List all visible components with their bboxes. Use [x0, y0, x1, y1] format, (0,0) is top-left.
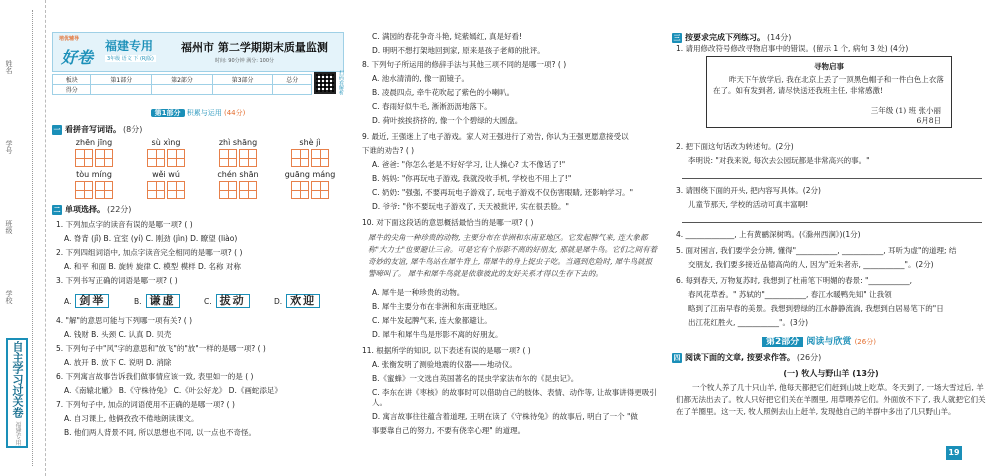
- column-1: [52, 0, 352, 476]
- binding-label-name: 姓名: [5, 60, 13, 74]
- binding-label-id: 学号: [5, 140, 13, 154]
- option-line: D. 爷爷: "你不要玩电子游戏了, 天天被批评, 实在很丢脸。": [372, 202, 569, 211]
- score-header-cell: 第2部分: [152, 75, 213, 85]
- answer-line[interactable]: [682, 222, 982, 223]
- pinyin-item: chén shān: [206, 170, 270, 199]
- question-line: 8. 下列句子所运用的修辞手法与其他三项不同的是哪一项? ( ): [362, 60, 567, 69]
- grade-label: 3年级 语文 下 (RJ版): [107, 56, 154, 62]
- score-header-cell: 板块: [53, 75, 91, 85]
- writing-box[interactable]: [239, 181, 257, 199]
- notice-title: 寻物启事: [814, 62, 844, 71]
- exam-meta: 时间: 90分钟 满分: 100分: [215, 58, 275, 64]
- question-line: 6. 下列寓言故事告诉我们做事情应该一致, 表里如一的是 ( ): [56, 372, 254, 381]
- question-line: 5. 下列句子中"风"字的意思和"放飞"的"放"一样的是哪一项? ( ): [56, 344, 266, 353]
- option-line: C. 李东在讲《枣核》的故事时可以借助自己的肢体、表情、动作等, 让故事讲得更吸引人。: [372, 388, 657, 407]
- writing-box[interactable]: [147, 181, 165, 199]
- q3-option-a[interactable]: A. 剑举: [64, 294, 109, 308]
- qr-code[interactable]: [314, 72, 336, 94]
- question-line: 1. 下列加点字的读音有误的是哪一项? ( ): [56, 220, 193, 229]
- option-line: A.《南辕北辙》 B.《守株待兔》 C.《叶公好龙》 D.《画蛇添足》: [64, 386, 282, 395]
- option-line: A. 放开 B. 放下 C. 说明 D. 消除: [64, 358, 172, 367]
- q3-option-c[interactable]: C. 拔动: [204, 294, 250, 308]
- question-line: 2. 下列四组词语中, 加点字读音完全相同的是哪一项? ( ): [56, 248, 243, 257]
- pinyin-item: tòu míng: [62, 170, 126, 199]
- notice-signature: 三年级 (1) 班 张小丽: [870, 106, 941, 115]
- option-line: C. 奶奶: "强强, 不要再玩电子游戏了, 玩电子游戏不仅伤害眼睛, 还影响学习。": [372, 188, 634, 197]
- q3-options: [64, 290, 352, 308]
- q3-option-d[interactable]: D. 欢迎: [274, 294, 320, 308]
- option-line: A. 爸爸: "你怎么老是不好好学习, 让人操心? 太不像话了!": [372, 160, 566, 169]
- brand-logo: 培优辅导 好卷: [59, 36, 94, 67]
- qr-label: 扫码看解析: [338, 70, 344, 95]
- section-exercise-heading: 三 按要求完成下列练习。 (14分): [673, 33, 792, 42]
- section-pinyin-heading: 一 看拼音写词语。 (8分): [53, 125, 143, 134]
- writing-box[interactable]: [147, 149, 165, 167]
- writing-box[interactable]: [75, 149, 93, 167]
- section-reading-heading: 四 阅读下面的文章, 按要求作答。 (26分): [673, 353, 822, 362]
- notice-date: 6月8日: [916, 116, 941, 125]
- writing-box[interactable]: [239, 149, 257, 167]
- question-line: 3. 下列书写正确的词语是哪一项? ( ): [56, 276, 178, 285]
- binding-label-class: 班级: [5, 220, 13, 234]
- option-line: B. 凌晨四点, 牵牛花吹起了紫色的小喇叭。: [372, 88, 515, 97]
- series-badge: 自主学习过关卷 福建专用: [6, 338, 28, 448]
- score-cell[interactable]: [212, 85, 273, 95]
- exam-title: 福州市 第二学期期末质量监测: [181, 41, 328, 54]
- option-line: A. 和平 和面 B. 旋转 旋律 C. 模型 模样 D. 名称 对称: [64, 262, 241, 271]
- question-line: 10. 对下面这段话的意思概括最恰当的是哪一项? ( ): [362, 218, 534, 227]
- writing-box[interactable]: [167, 149, 185, 167]
- column-2: [362, 0, 662, 476]
- question-line: 6. 每到春天, 万物复苏时, 我想到了杜甫笔下明媚的春景: "___________,: [676, 276, 913, 285]
- question-line: 3. 请围绕下面的开头, 把内容写具体。(2分): [676, 186, 821, 195]
- question-line: 1. 请用修改符号修改寻物启事中的错误。(留示 1 个, 病句 3 处) (4分): [676, 44, 909, 53]
- story-title: (一) 牧人与野山羊 (13分): [783, 369, 879, 378]
- writing-box[interactable]: [291, 149, 309, 167]
- score-row-label: 得分: [53, 85, 91, 95]
- question-line: 出江花红胜火, ___________"。(3分): [688, 318, 809, 327]
- column-3: [672, 0, 994, 476]
- score-header-cell: 第3部分: [212, 75, 273, 85]
- question-line: 5. 面对困言, 我们要学会分辨, 懂得"___________, ___________, 耳听为虚"的道理; 结: [676, 246, 957, 255]
- part2-banner: 第2部分 阅读与欣赏 (26分): [762, 334, 876, 347]
- question-line: 2. 把下面这句话改为转述句。(2分): [676, 142, 794, 151]
- page-number: 19: [946, 446, 962, 460]
- question-line: 下谁的劝告? ( ): [362, 146, 415, 155]
- lost-notice: [706, 56, 952, 128]
- pinyin-item: zhì shāng: [206, 138, 270, 167]
- option-line: D. 荷叶挨挨挤挤的, 像一个个碧绿的大圆盘。: [372, 116, 523, 125]
- option-line: B.《蜜蜂》一文选自英国著名的昆虫学家法布尔的《昆虫记》。: [372, 374, 579, 383]
- option-line: A. 脊背 (jǐ) B. 宜室 (yí) C. 刚劲 (jìn) D. 瞭望 (liào): [64, 234, 238, 243]
- option-line: D. 犀牛和犀牛鸟是形影不离的好朋友。: [372, 330, 503, 339]
- writing-box[interactable]: [95, 149, 113, 167]
- question-line: 略到了江南早春的美景。我想到碧绿的江水静静流淌, 我想到白居易笔下的"日: [688, 304, 944, 313]
- option-line: C. 满园的春花争奇斗艳, 姹紫嫣红, 真是好看!: [372, 32, 523, 41]
- writing-box[interactable]: [311, 181, 329, 199]
- question-line: 11. 根据所学的知识, 以下表述有误的是哪一项? ( ): [362, 346, 531, 355]
- writing-box[interactable]: [291, 181, 309, 199]
- option-line: D. 寓言故事往往蕴含着道理, 王明在读了《守株待兔》的故事后, 明白了一个 "做: [372, 412, 638, 421]
- score-cell[interactable]: [152, 85, 213, 95]
- score-header-cell: 总分: [273, 75, 312, 85]
- answer-line[interactable]: [682, 178, 982, 179]
- score-table: [52, 74, 312, 95]
- option-line: C. 犀牛发起脾气来, 连大象都避让。: [372, 316, 492, 325]
- score-cell[interactable]: [273, 85, 312, 95]
- option-line: B. 妈妈: "你再玩电子游戏, 我就没收手机, 学校也不用上了!": [372, 174, 572, 183]
- writing-box[interactable]: [219, 181, 237, 199]
- writing-box[interactable]: [95, 181, 113, 199]
- binding-label-school: 学校: [5, 290, 13, 304]
- exam-header: [52, 32, 344, 72]
- option-line: C. 春雨好似牛毛, 淅淅沥沥地落下。: [372, 102, 492, 111]
- score-header-cell: 第1部分: [91, 75, 152, 85]
- pinyin-item: sù xìng: [134, 138, 198, 167]
- option-line: 事要靠自己的努力, 不要有侥幸心理" 的道理。: [372, 426, 526, 435]
- writing-box[interactable]: [219, 149, 237, 167]
- pinyin-item: wěi wú: [134, 170, 198, 199]
- option-line: A. 自习课上, 他俩孜孜不倦地朗读课文。: [64, 414, 199, 423]
- question-line: 4. _____________, 上有黄鹂深树鸣。(《滁州西涧》)(1分): [676, 230, 861, 239]
- writing-box[interactable]: [75, 181, 93, 199]
- pinyin-item: guāng máng: [278, 170, 342, 199]
- notice-body: 昨天下午放学后, 我在北京上丢了一顶黑色帽子和一件白色上衣落在了。如有发到者, 请尽快送还我班主任, 非常感激!: [713, 75, 944, 95]
- score-cell[interactable]: [91, 85, 152, 95]
- passage-text: 犀牛的尖角一种珍贵的动物, 主要分布在非洲和东南亚地区。它发起脾气来, 连大象都称"大力士"也要避让三舍。可是它有个形影不离的好朋友, 那就是犀牛鸟。它们之间有着奇妙的友谊, 犀牛鸟站在犀牛背上, 帮犀牛的身上捉虫子吃。当遇到危险时, 犀牛鸟就报警啼叫了。 犀牛和犀牛鸟就是依靠彼此的友好关系才得以生存下去的。: [368, 233, 658, 278]
- section-choice-heading: 二 单项选择。 (22分): [53, 205, 132, 214]
- prompt-line: 儿童节那天, 学校的活动可真丰富啊!: [688, 200, 809, 209]
- question-line: 4. "解"的意思可能与下列哪一项有关? ( ): [56, 316, 193, 325]
- question-line: 春风花草香。" 苏轼的"___________, 春江水暖鸭先知" 让我领: [688, 290, 892, 299]
- option-line: B. 他们两人背景不同, 所以思想也不同, 以一点也不奇怪。: [64, 428, 256, 437]
- option-line: A. 张衡发明了测验地震的仪器——地动仪。: [372, 360, 517, 369]
- option-line: A. 钱财 B. 头颈 C. 认真 D. 贝壳: [64, 330, 172, 339]
- option-line: A. 池水清清的, 像一面镜子。: [372, 74, 470, 83]
- option-line: B. 犀牛主要分布在非洲和东南亚地区。: [372, 302, 502, 311]
- q3-option-b[interactable]: B. 谦虚: [134, 294, 180, 308]
- pinyin-item: zhēn jīng: [62, 138, 126, 167]
- brand-title: 福建专用: [105, 39, 154, 53]
- binding-strip: [0, 0, 46, 476]
- question-line: 9. 最近, 王强迷上了电子游戏。家人对王强进行了劝告, 你认为王强更愿意接受以: [362, 132, 629, 141]
- writing-box[interactable]: [311, 149, 329, 167]
- option-line: A. 犀牛是一种珍贵的动物。: [372, 288, 465, 297]
- pinyin-item: shè jì: [278, 138, 342, 167]
- writing-box[interactable]: [167, 181, 185, 199]
- part1-banner: 第1部分 积累与运用 (44分): [52, 108, 344, 118]
- option-line: D. 明明不想打架地回到家, 原来是孩子老师的批评。: [372, 46, 545, 55]
- prompt-line: 李明说: "对我来说, 每次去公园玩都是非常高兴的事。": [688, 156, 870, 165]
- cut-line: [32, 10, 33, 466]
- question-line: 7. 下列句子中, 加点的词语使用不正确的是哪一项? ( ): [56, 400, 235, 409]
- story-text: 一个牧人养了几十只山羊, 他每天都把它们赶到山坡上吃草。冬天到了, 一场大雪过后, 羊们都无法出去了。牧人只好把它们关在羊圈里, 用草喂养它们。外面放不下了, 我人就把它们关在了羊圈里。这一天, 牧人照例去山上赶羊, 发现他自己的羊群中多出了几只野山羊。: [676, 383, 986, 416]
- question-line: 交朋友, 我们要多接近品德高尚的人, 因为"近朱者赤, ___________"。(2分): [688, 260, 934, 269]
